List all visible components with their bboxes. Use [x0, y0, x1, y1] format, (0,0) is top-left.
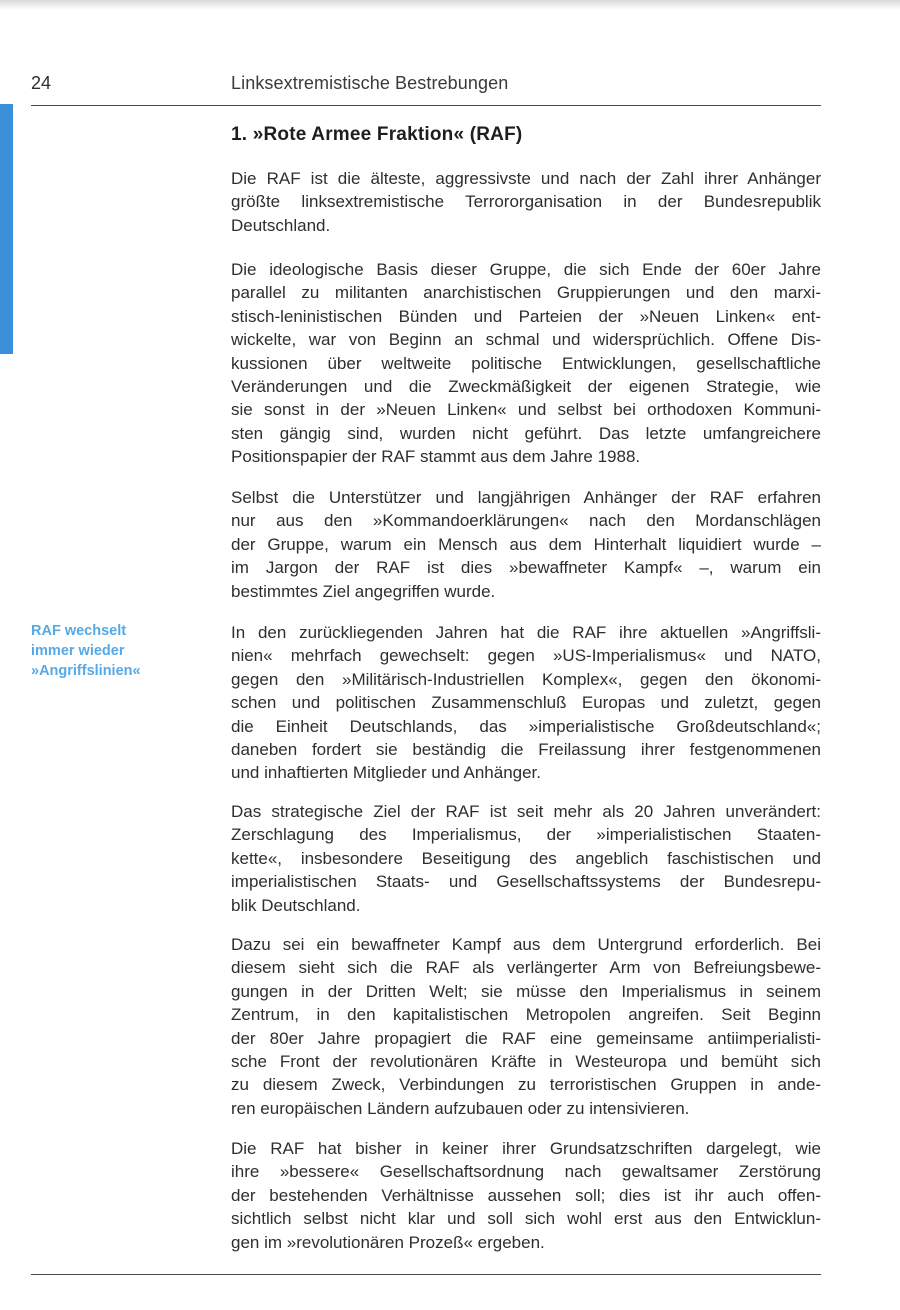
paragraph-7 — [231, 1137, 821, 1254]
text-line: ihre »bessere« Gesellschaftsordnung nach gewaltsamer Zerstörung — [231, 1162, 821, 1182]
text-line: Dazu sei ein bewaffneter Kampf aus dem Untergrund erforderlich. Bei — [231, 935, 821, 954]
text-line: Die RAF hat bisher in keiner ihrer Grundsatzschriften dargelegt, wie — [231, 1139, 821, 1158]
text-line: stisch-leninistischen Bünden und Parteien der »Neuen Linken« ent- — [231, 306, 821, 326]
text-line: daneben fordert sie beständig die Freilassung ihrer festgenommenen — [231, 740, 821, 760]
text-line: der 80er Jahre propagiert die RAF eine gemeinsame antiimperialisti- — [231, 1028, 821, 1048]
text-line: blik Deutschland. — [231, 895, 361, 915]
text-line: Positionspapier der RAF stammt aus dem Jahre 1988. — [231, 447, 641, 467]
running-head: Linksextremistische Bestrebungen — [231, 73, 509, 93]
text-line: sche Front der revolutionären Kräfte in Westeuropa und bemüht sich — [231, 1052, 821, 1072]
text-line: größte linksextremistische Terrororganisation in der Bundesrepublik — [231, 192, 821, 212]
paragraph-4 — [231, 621, 821, 785]
text-line: der Gruppe, warum ein Mensch aus dem Hinterhalt liquidiert wurde – — [231, 534, 821, 554]
text-line: In den zurückliegenden Jahren hat die RAF ihre aktuellen »Angriffsli- — [231, 623, 821, 642]
paragraph-6 — [231, 933, 821, 1120]
scan-edge — [0, 0, 900, 10]
text-line: schen und politischen Zusammenschluß Europas und zuletzt, gegen — [231, 693, 821, 713]
text-line: kussionen über weltweite politische Entwicklungen, gesellschaftliche — [231, 353, 821, 373]
paragraph-1 — [231, 167, 821, 237]
text-line: Die ideologische Basis dieser Gruppe, die sich Ende der 60er Jahre — [231, 260, 821, 279]
footer-rule — [31, 1274, 821, 1275]
text-line: Die RAF ist die älteste, aggressivste und nach der Zahl ihrer Anhänger — [231, 169, 821, 188]
text-line: kette«, insbesondere Beseitigung des angeblich faschistischen und — [231, 848, 821, 868]
text-line: Deutschland. — [231, 215, 331, 235]
text-line: zu diesem Zweck, Verbindungen zu terroristischen Gruppen in ande- — [231, 1075, 821, 1095]
text-line: diesem sieht sich die RAF als verlängerter Arm von Befreiungsbewe- — [231, 958, 821, 978]
text-line: Das strategische Ziel der RAF ist seit mehr als 20 Jahren unverändert: — [231, 802, 821, 821]
text-line: und inhaftierten Mitglieder und Anhänger. — [231, 763, 542, 783]
paragraph-2 — [231, 258, 821, 469]
text-line: sten gängig sind, wurden nicht geführt. Das letzte umfangreichere — [231, 423, 821, 443]
paragraph-3 — [231, 486, 821, 603]
margin-note-line: RAF wechselt — [31, 623, 127, 639]
text-line: Veränderungen und die Zweckmäßigkeit der eigenen Strategie, wie — [231, 377, 821, 397]
section-heading: 1. »Rote Armee Fraktion« (RAF) — [231, 124, 523, 145]
text-line: nien« mehrfach gewechselt: gegen »US-Imperialismus« und NATO, — [231, 646, 821, 666]
margin-note-line: »Angriffslinien« — [31, 663, 141, 679]
header-rule — [31, 105, 821, 106]
text-line: der bestehenden Verhältnisse aussehen soll; dies ist ihr auch offen- — [231, 1185, 821, 1205]
text-line: wickelte, war von Beginn an schmal und widersprüchlich. Offene Dis- — [231, 330, 821, 350]
text-line: im Jargon der RAF ist dies »bewaffneter Kampf« –, warum ein — [231, 558, 821, 578]
text-line: die Einheit Deutschlands, das »imperialistische Großdeutschland«; — [231, 716, 821, 736]
text-line: bestimmtes Ziel angegriffen wurde. — [231, 581, 496, 601]
text-line: gegen den »Militärisch-Industriellen Komplex«, gegen den ökonomi- — [231, 669, 821, 689]
paragraph-5 — [231, 800, 821, 917]
text-line: gungen in der Dritten Welt; sie müsse den Imperialismus in seinem — [231, 981, 821, 1001]
text-line: imperialistischen Staats- und Gesellschaftssystems der Bundesrepu- — [231, 872, 821, 892]
text-line: sie sonst in der »Neuen Linken« und selbst bei orthodoxen Kommuni- — [231, 400, 821, 420]
text-line: nur aus den »Kommandoerklärungen« nach den Mordanschlägen — [231, 511, 821, 531]
text-line: Zerschlagung des Imperialismus, der »imperialistischen Staaten- — [231, 825, 821, 845]
text-line: Selbst die Unterstützer und langjährigen Anhänger der RAF erfahren — [231, 488, 821, 507]
text-line: Zentrum, in den kapitalistischen Metropolen angreifen. Seit Beginn — [231, 1005, 821, 1025]
text-line: ren europäischen Ländern aufzubauen oder zu intensivieren. — [231, 1098, 690, 1118]
margin-note-line: immer wieder — [31, 643, 125, 659]
margin-note — [31, 621, 191, 681]
text-line: parallel zu militanten anarchistischen Gruppierungen und den marxi- — [231, 283, 821, 303]
text-line: gen im »revolutionären Prozeß« ergeben. — [231, 1232, 545, 1252]
text-line: sichtlich selbst nicht klar und soll sich wohl erst aus den Entwicklun- — [231, 1209, 821, 1229]
color-tab-marker — [0, 104, 13, 354]
page-number: 24 — [31, 73, 52, 93]
